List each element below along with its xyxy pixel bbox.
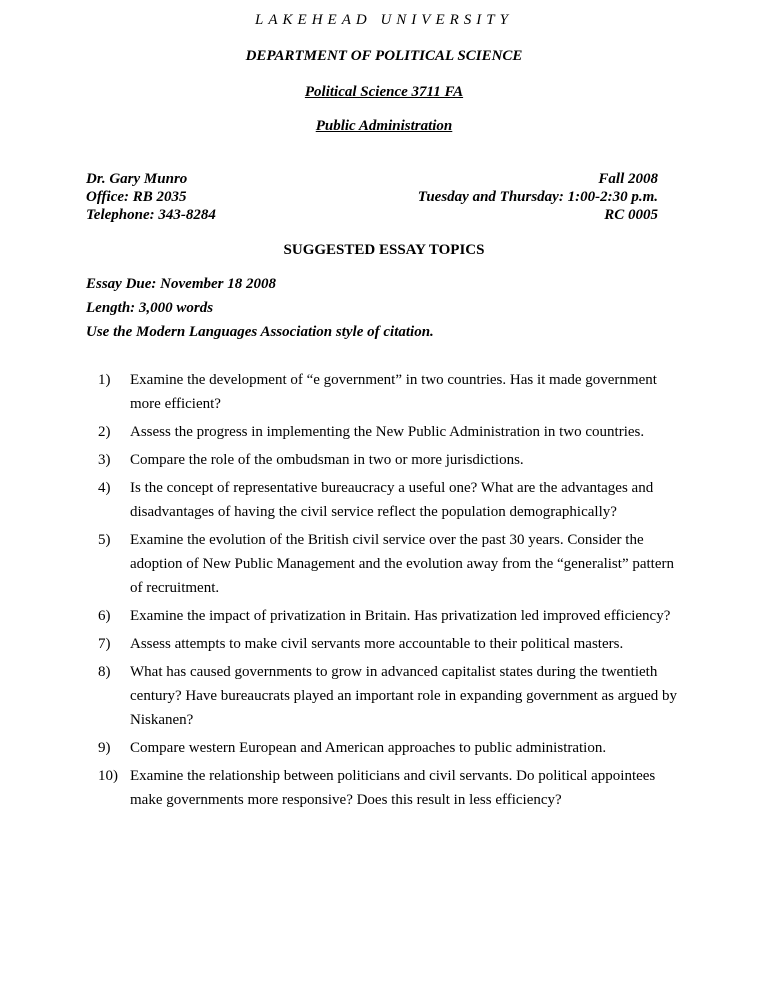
- essay-length: Length: 3,000 words: [86, 300, 214, 316]
- list-item: 3) Compare the role of the ombudsman in two or more jurisdictions.: [98, 452, 524, 468]
- list-item: 5) Examine the evolution of the British civil service over the past 30 years. Consider the adoption of New Public Management and the evolution away from the “generalist” pattern of recruitment.: [98, 532, 674, 596]
- list-item: 8) What has caused governments to grow in advanced capitalist states during the twentieth century? Have bureaucrats played an important role in expanding government as argued by Niskanen?: [98, 664, 678, 728]
- list-item: 9) Compare western European and American approaches to public administration.: [98, 740, 607, 756]
- list-item: 6) Examine the impact of privatization in Britain. Has privatization led improved efficiency?: [98, 608, 671, 624]
- essay-due: Essay Due: November 18 2008: [86, 276, 276, 292]
- instructor-info: [86, 170, 216, 224]
- topics-heading: SUGGESTED ESSAY TOPICS: [283, 242, 485, 258]
- essay-topics-list: [98, 368, 678, 816]
- list-item: 7) Assess attempts to make civil servants more accountable to their political masters.: [98, 636, 624, 652]
- list-item: 1) Examine the development of “e government” in two countries. Has it made government more efficient?: [98, 372, 657, 412]
- list-item: 4) Is the concept of representative bureaucracy a useful one? What are the advantages and disadvantages of having the civil service reflect the population demographically?: [98, 480, 654, 520]
- list-item: 10) Examine the relationship between politicians and civil servants. Do political appointees make governments more responsive? Does this result in less efficiency?: [98, 768, 656, 808]
- department-name: DEPARTMENT OF POLITICAL SCIENCE: [245, 48, 523, 64]
- instructor-name: Dr. Gary Munro: [86, 171, 188, 187]
- university-name: LAKEHEAD UNIVERSITY: [255, 12, 513, 28]
- instructor-telephone: Telephone: 343-8284: [86, 207, 216, 223]
- list-item: 2) Assess the progress in implementing the New Public Administration in two countries.: [98, 424, 645, 440]
- essay-citation: Use the Modern Languages Association style of citation.: [86, 324, 434, 340]
- course-code: Political Science 3711 FA: [304, 84, 464, 100]
- schedule-times: Tuesday and Thursday: 1:00-2:30 p.m.: [417, 189, 658, 205]
- essay-requirements: [86, 274, 434, 346]
- schedule-term: Fall 2008: [598, 171, 658, 187]
- course-name: Public Administration: [315, 118, 453, 134]
- schedule-room: RC 0005: [604, 207, 658, 223]
- instructor-office: Office: RB 2035: [86, 189, 187, 205]
- schedule-info: [418, 170, 658, 224]
